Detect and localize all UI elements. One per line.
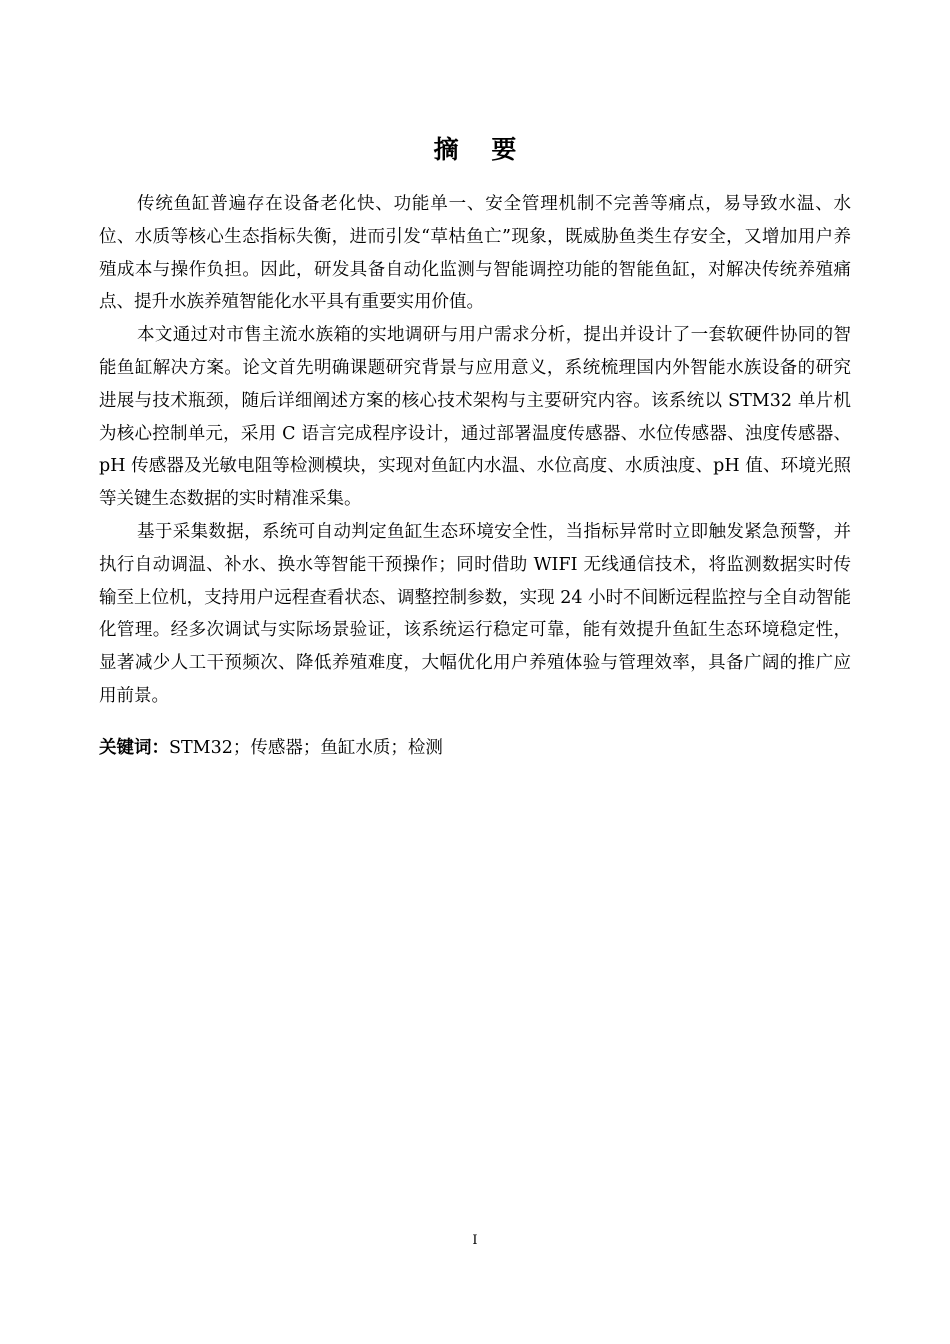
page-number: I: [472, 1233, 478, 1248]
abstract-paragraph-1: 传统鱼缸普遍存在设备老化快、功能单一、安全管理机制不完善等痛点，易导致水温、水位、水质等核心生态指标失衡，进而引发“草枯鱼亡”现象，既威胁鱼类生存安全，又增加用户养殖成本与操作负担。因此，研发具备自动化监测与智能调控功能的智能鱼缸，对解决传统养殖痛点、提升水族养殖智能化水平具有重要实用价值。: [99, 194, 851, 313]
abstract-paragraph-3: 基于采集数据，系统可自动判定鱼缸生态环境安全性，当指标异常时立即触发紧急预警，并执行自动调温、补水、换水等智能干预操作；同时借助 WIFI 无线通信技术，将监测数据实时传输至上位机，支持用户远程查看状态、调整控制参数，实现 24 小时不间断远程监控与全自动智能化管理。经多次调试与实际场景验证，该系统运行稳定可靠，能有效提升鱼缸生态环境稳定性，显著减少人工干预频次、降低养殖难度，大幅优化用户养殖体验与管理效率，具备广阔的推广应用前景。: [99, 521, 851, 706]
keywords-line: [99, 734, 851, 762]
abstract-title: 摘 要: [433, 135, 529, 164]
abstract-paragraph-2: 本文通过对市售主流水族箱的实地调研与用户需求分析，提出并设计了一套软硬件协同的智能鱼缸解决方案。论文首先明确课题研究背景与应用意义，系统梳理国内外智能水族设备的研究进展与技术瓶颈，随后详细阐述方案的核心技术架构与主要研究内容。该系统以 STM32 单片机为核心控制单元，采用 C 语言完成程序设计，通过部署温度传感器、水位传感器、浊度传感器、pH 传感器及光敏电阻等检测模块，实现对鱼缸内水温、水位高度、水质浊度、pH 值、环境光照等关键生态数据的实时精准采集。: [99, 325, 851, 510]
keywords-text: STM32；传感器；鱼缸水质；检测: [169, 738, 443, 758]
keywords-label: 关键词：: [99, 738, 169, 758]
abstract-body: [99, 188, 851, 713]
